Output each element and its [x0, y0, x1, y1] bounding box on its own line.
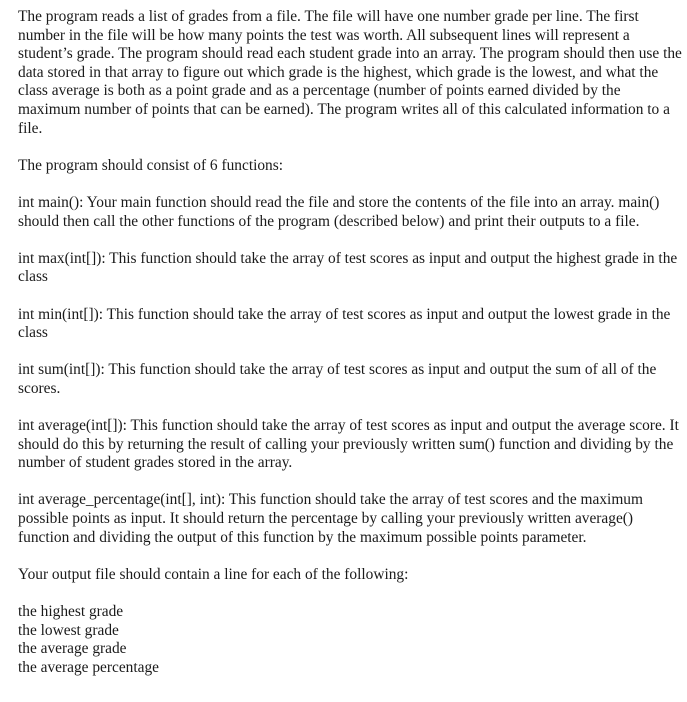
output-line-highest: the highest grade: [18, 603, 124, 620]
document-body: [18, 8, 684, 677]
intro-paragraph: The program reads a list of grades from a file. The file will have one number grade per line. The first number in the file will be how many points the test was worth. All subsequent lines will represent a student’s grade. The program should read each student grade into an array. The program should then use the data stored in that array to figure out which grade is the highest, which grade is the lowest, and what the class average is both as a point grade and as a percentage (number of points earned divided by the maximum number of points that can be earned). The program writes all of this calculated information to a file.: [18, 8, 682, 137]
output-intro: Your output file should contain a line for each of the following:: [18, 565, 409, 583]
output-line-average: the average grade: [18, 640, 127, 658]
function-main-description: int main(): Your main function should read the file and store the contents of the file into an array. main() should then call the other functions of the program (described below) and print their outputs to a file.: [18, 193, 660, 230]
output-line-lowest: the lowest grade: [18, 621, 119, 639]
function-min-description: int min(int[]): This function should take the array of test scores as input and output the lowest grade in the class: [18, 305, 671, 342]
output-line-percentage: the average percentage: [18, 658, 159, 676]
function-max-description: int max(int[]): This function should take the array of test scores as input and output the highest grade in the class: [18, 249, 678, 286]
function-sum-description: int sum(int[]): This function should take the array of test scores as input and output the sum of all of the scores.: [18, 361, 657, 397]
function-average-description: int average(int[]): This function should take the array of test scores as input and output the average score. It should do this by returning the result of calling your previously written sum() function and dividing by the number of student grades stored in the array.: [18, 417, 679, 472]
functions-intro: The program should consist of 6 functions:: [18, 156, 284, 174]
function-average-percentage-description: int average_percentage(int[], int): This function should take the array of test scores and the maximum possible points as input. It should return the percentage by calling your previously written average() function and dividing the output of this function by the maximum possible points parameter.: [18, 491, 643, 546]
